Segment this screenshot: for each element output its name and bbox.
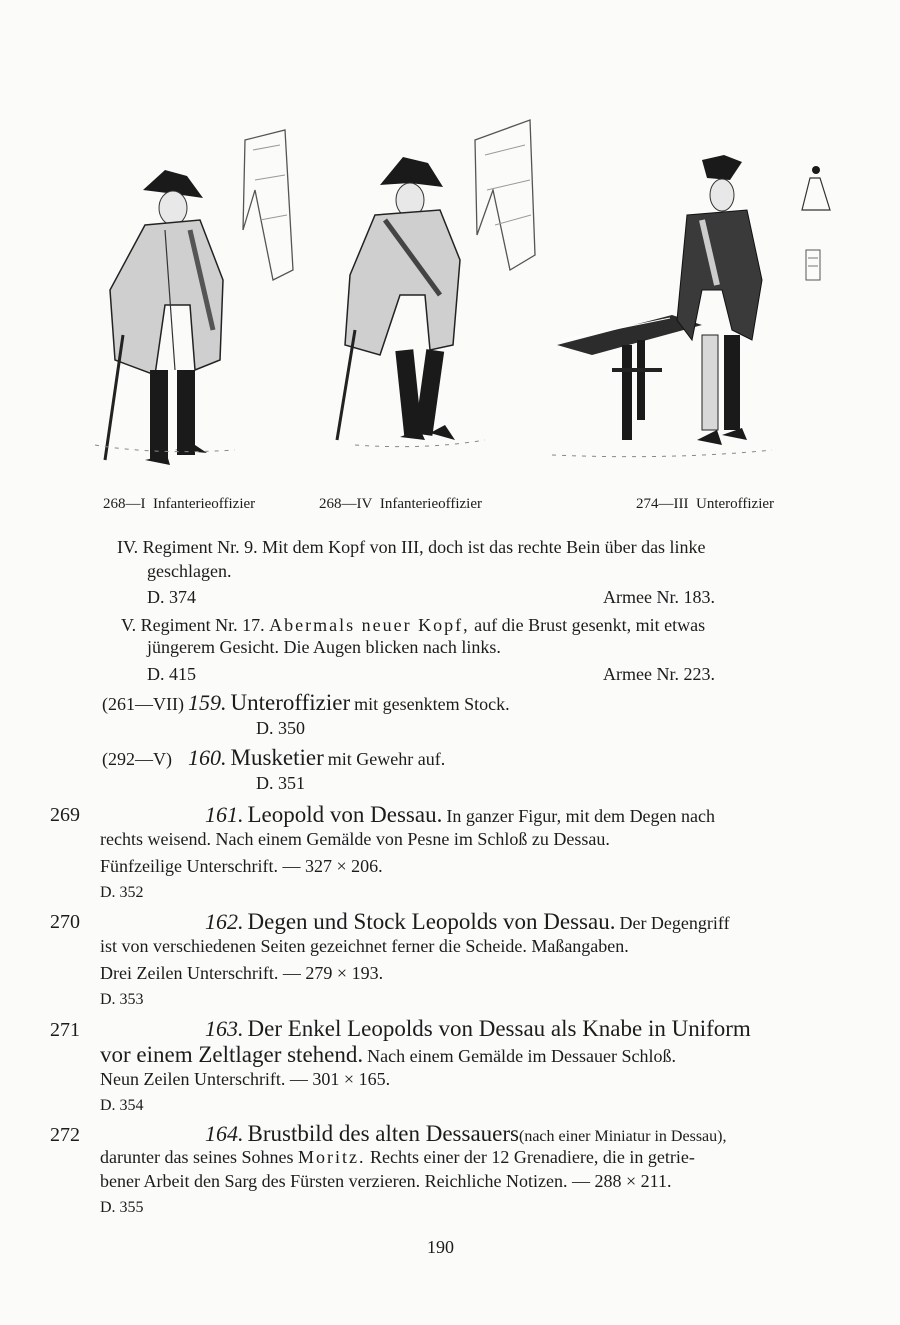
state-iv-line2: geschlagen. xyxy=(147,561,232,581)
state-v-line1 xyxy=(121,615,705,636)
state-iv-armee: Armee Nr. 183. xyxy=(603,587,715,607)
item-number: 161. xyxy=(205,802,244,827)
item-270-d: D. 353 xyxy=(100,991,144,1008)
entry-159-d: D. 350 xyxy=(256,718,305,738)
entry-ref: (292—V) xyxy=(102,749,172,769)
entry-title: Musketier xyxy=(230,745,324,770)
entry-number: 159. xyxy=(187,690,227,715)
item-title: Leopold von Dessau. xyxy=(247,802,443,827)
item-number: 163. xyxy=(205,1016,244,1041)
entry-rest: mit gesenktem Stock. xyxy=(354,694,510,714)
page-number: 190 xyxy=(427,1237,454,1257)
item-rest: Nach einem Gemälde im Dessauer Schloß. xyxy=(367,1046,677,1066)
item-271-line1 xyxy=(205,1016,751,1042)
item-title: Brustbild des alten Dessauers xyxy=(247,1121,519,1146)
item-text: Rechts einer der 12 Grenadiere, die in getrie- xyxy=(369,1147,695,1167)
entry-159 xyxy=(102,690,510,716)
state-v-emph: Abermals neuer Kopf, xyxy=(269,615,470,635)
item-rest: Der Degengriff xyxy=(619,913,730,933)
illustration-officer-268-I xyxy=(95,120,310,480)
item-title-note: (nach einer Miniatur in Dessau), xyxy=(518,1128,727,1145)
margin-number-272: 272 xyxy=(50,1124,80,1146)
entry-ref: (261—VII) xyxy=(102,694,184,714)
item-272-line2 xyxy=(100,1147,695,1168)
item-272-d: D. 355 xyxy=(100,1199,144,1216)
caption-label: Infanterieoffizier xyxy=(379,496,482,512)
item-270-line2: ist von verschiedenen Seiten gezeichnet ferner die Scheide. Maßangaben. xyxy=(100,936,629,956)
item-270-line3: Drei Zeilen Unterschrift. — 279 × 193. xyxy=(100,963,384,983)
item-270-line1 xyxy=(205,909,730,935)
margin-number-271: 271 xyxy=(50,1019,80,1041)
illustration-unteroffizier-274-III xyxy=(552,150,842,470)
item-272-line3: bener Arbeit den Sarg des Fürsten verzieren. Reichliche Notizen. — 288 × 211. xyxy=(100,1171,672,1191)
entry-title: Unteroffizier xyxy=(230,690,351,715)
caption-number: 268—I xyxy=(103,496,146,512)
margin-number-269: 269 xyxy=(50,804,80,826)
entry-160 xyxy=(102,745,445,771)
caption-number: 274—III xyxy=(636,496,689,512)
item-title: Degen und Stock Leopolds von Dessau. xyxy=(247,909,616,934)
item-271-d: D. 354 xyxy=(100,1097,144,1114)
item-272-line1 xyxy=(205,1121,726,1147)
state-iv-line1: IV. Regiment Nr. 9. Mit dem Kopf von III, doch ist das rechte Bein über das linke xyxy=(117,537,706,557)
state-v-rest: auf die Brust gesenkt, mit etwas xyxy=(474,615,706,635)
state-v-armee: Armee Nr. 223. xyxy=(603,664,715,684)
illustration-officer-268-IV xyxy=(325,115,545,455)
caption-label: Infanterieoffizier xyxy=(153,496,256,512)
item-271-line3: Neun Zeilen Unterschrift. — 301 × 165. xyxy=(100,1069,391,1089)
item-rest: In ganzer Figur, mit dem Degen nach xyxy=(446,806,716,826)
caption-274-III xyxy=(636,496,774,513)
state-v-line2: jüngerem Gesicht. Die Augen blicken nach links. xyxy=(147,637,501,657)
item-emph: Moritz. xyxy=(297,1147,366,1167)
item-271-line2 xyxy=(100,1042,676,1068)
item-269-d: D. 352 xyxy=(100,884,144,901)
state-v-reg: V. Regiment Nr. 17. xyxy=(121,615,265,635)
caption-268-I xyxy=(103,496,255,513)
caption-label: Unteroffizier xyxy=(696,496,775,512)
item-269-line3: Fünfzeilige Unterschrift. — 327 × 206. xyxy=(100,856,383,876)
caption-268-IV xyxy=(319,496,482,513)
item-number: 164. xyxy=(205,1121,244,1146)
item-title-cont: vor einem Zeltlager stehend. xyxy=(100,1042,364,1067)
entry-rest: mit Gewehr auf. xyxy=(327,749,446,769)
margin-number-270: 270 xyxy=(50,911,80,933)
item-269-line1 xyxy=(205,802,715,828)
item-269-line2: rechts weisend. Nach einem Gemälde von Pesne im Schloß zu Dessau. xyxy=(100,829,610,849)
state-iv-d: D. 374 xyxy=(147,587,196,607)
item-number: 162. xyxy=(205,909,244,934)
entry-160-d: D. 351 xyxy=(256,773,305,793)
caption-number: 268—IV xyxy=(319,496,373,512)
item-text: darunter das seines Sohnes xyxy=(100,1147,294,1167)
entry-number: 160. xyxy=(188,745,227,770)
item-title: Der Enkel Leopolds von Dessau als Knabe in Uniform xyxy=(247,1016,751,1041)
state-v-d: D. 415 xyxy=(147,664,196,684)
